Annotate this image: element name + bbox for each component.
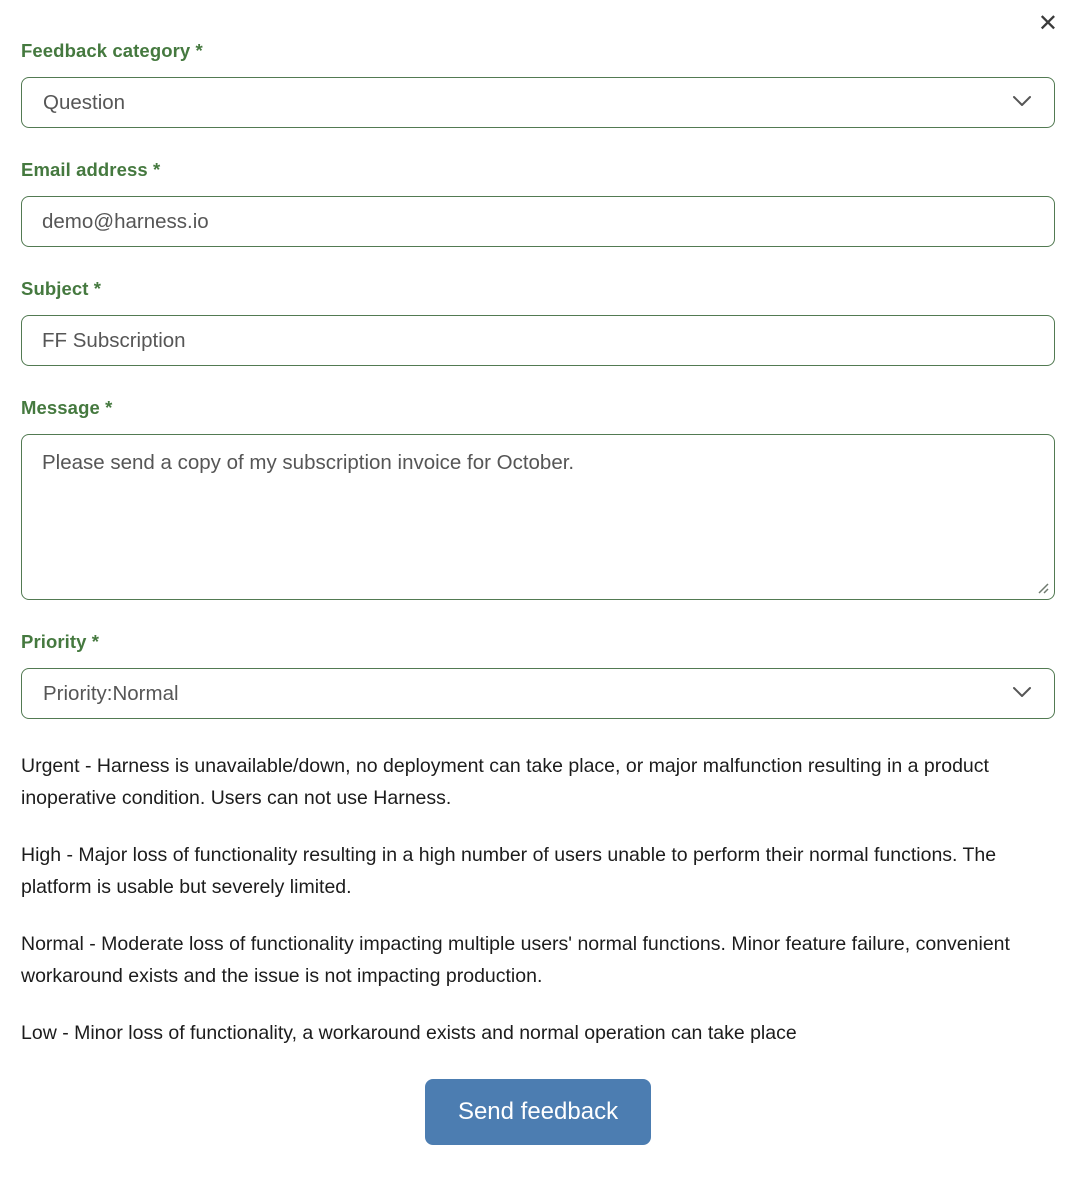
- feedback-category-select[interactable]: [21, 77, 1055, 128]
- close-button[interactable]: [1034, 8, 1062, 40]
- chevron-down-icon: [1012, 94, 1032, 112]
- subject-field[interactable]: [21, 315, 1055, 366]
- feedback-category-group: [21, 40, 1055, 128]
- message-group: [21, 397, 1055, 600]
- feedback-category-value: Question: [43, 90, 126, 114]
- email-label: Email address *: [21, 159, 161, 180]
- priority-description-low: Low - Minor loss of functionality, a workaround exists and normal operation can take place: [21, 1022, 797, 1044]
- priority-description-normal: Normal - Moderate loss of functionality impacting multiple users' normal functions. Minor feature failure, convenient workaround exists and the issue is not impacting production.: [21, 933, 1010, 987]
- priority-value: Priority:Normal: [43, 681, 179, 705]
- email-field[interactable]: [21, 196, 1055, 247]
- resize-handle-icon[interactable]: [1036, 581, 1050, 595]
- chevron-down-icon: [1012, 685, 1032, 703]
- priority-select[interactable]: [21, 668, 1055, 719]
- priority-label: Priority *: [21, 631, 100, 652]
- close-icon: ✕: [1037, 10, 1058, 37]
- subject-label: Subject *: [21, 278, 102, 299]
- message-label: Message *: [21, 397, 113, 418]
- email-group: [21, 159, 1055, 247]
- send-feedback-button[interactable]: Send feedback: [425, 1079, 651, 1145]
- feedback-category-label: Feedback category *: [21, 40, 203, 61]
- priority-group: [21, 631, 1055, 719]
- subject-group: [21, 278, 1055, 366]
- priority-description-urgent: Urgent - Harness is unavailable/down, no deployment can take place, or major malfunction resulting in a product inoperative condition. Users can not use Harness.: [21, 755, 989, 809]
- message-textarea[interactable]: [21, 434, 1055, 600]
- priority-description-high: High - Major loss of functionality resulting in a high number of users unable to perform their normal functions. The platform is usable but severely limited.: [21, 844, 997, 898]
